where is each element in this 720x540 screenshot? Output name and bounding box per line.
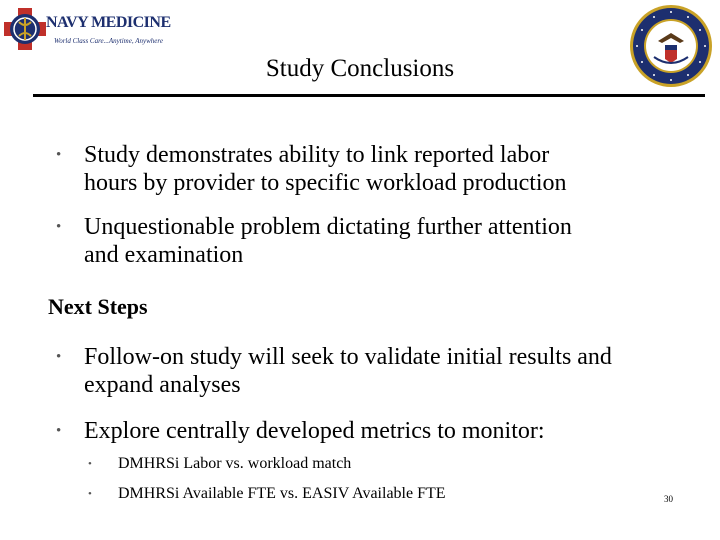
next-step-line: Follow-on study will seek to validate initial results and: [84, 344, 612, 370]
sub-item: [88, 454, 352, 474]
navy-medicine-logo: [2, 6, 171, 52]
conclusion-item: [56, 141, 567, 197]
bullet-icon: •: [88, 458, 92, 470]
next-step-item: [56, 343, 612, 399]
bullet-icon: •: [56, 349, 62, 365]
conclusion-line: and examination: [84, 242, 244, 268]
conclusion-line: Study demonstrates ability to link reported labor: [84, 142, 550, 168]
navy-medicine-emblem-icon: [2, 6, 48, 52]
bullet-icon: •: [88, 488, 92, 500]
conclusion-line: Unquestionable problem dictating further attention: [84, 214, 572, 240]
sub-item-text: DMHRSi Labor vs. workload match: [118, 455, 352, 472]
next-step-line: Explore centrally developed metrics to monitor:: [84, 418, 545, 444]
next-step-line: expand analyses: [84, 372, 241, 398]
logo-tagline: World Class Care...Anytime, Anywhere: [54, 37, 163, 45]
page-title: Study Conclusions: [265, 55, 455, 82]
bullet-icon: •: [56, 219, 62, 235]
next-step-item: [56, 417, 545, 445]
next-steps-heading: Next Steps: [48, 294, 148, 319]
bullet-icon: •: [56, 423, 62, 439]
sub-item: [88, 484, 446, 504]
conclusion-line: hours by provider to specific workload production: [84, 170, 567, 196]
logo-name: NAVY MEDICINE: [46, 14, 171, 31]
sub-item-text: DMHRSi Available FTE vs. EASIV Available FTE: [118, 485, 446, 502]
page-number: 30: [664, 494, 673, 504]
title-divider: [33, 94, 705, 97]
bullet-icon: •: [56, 147, 62, 163]
conclusion-item: [56, 213, 572, 269]
